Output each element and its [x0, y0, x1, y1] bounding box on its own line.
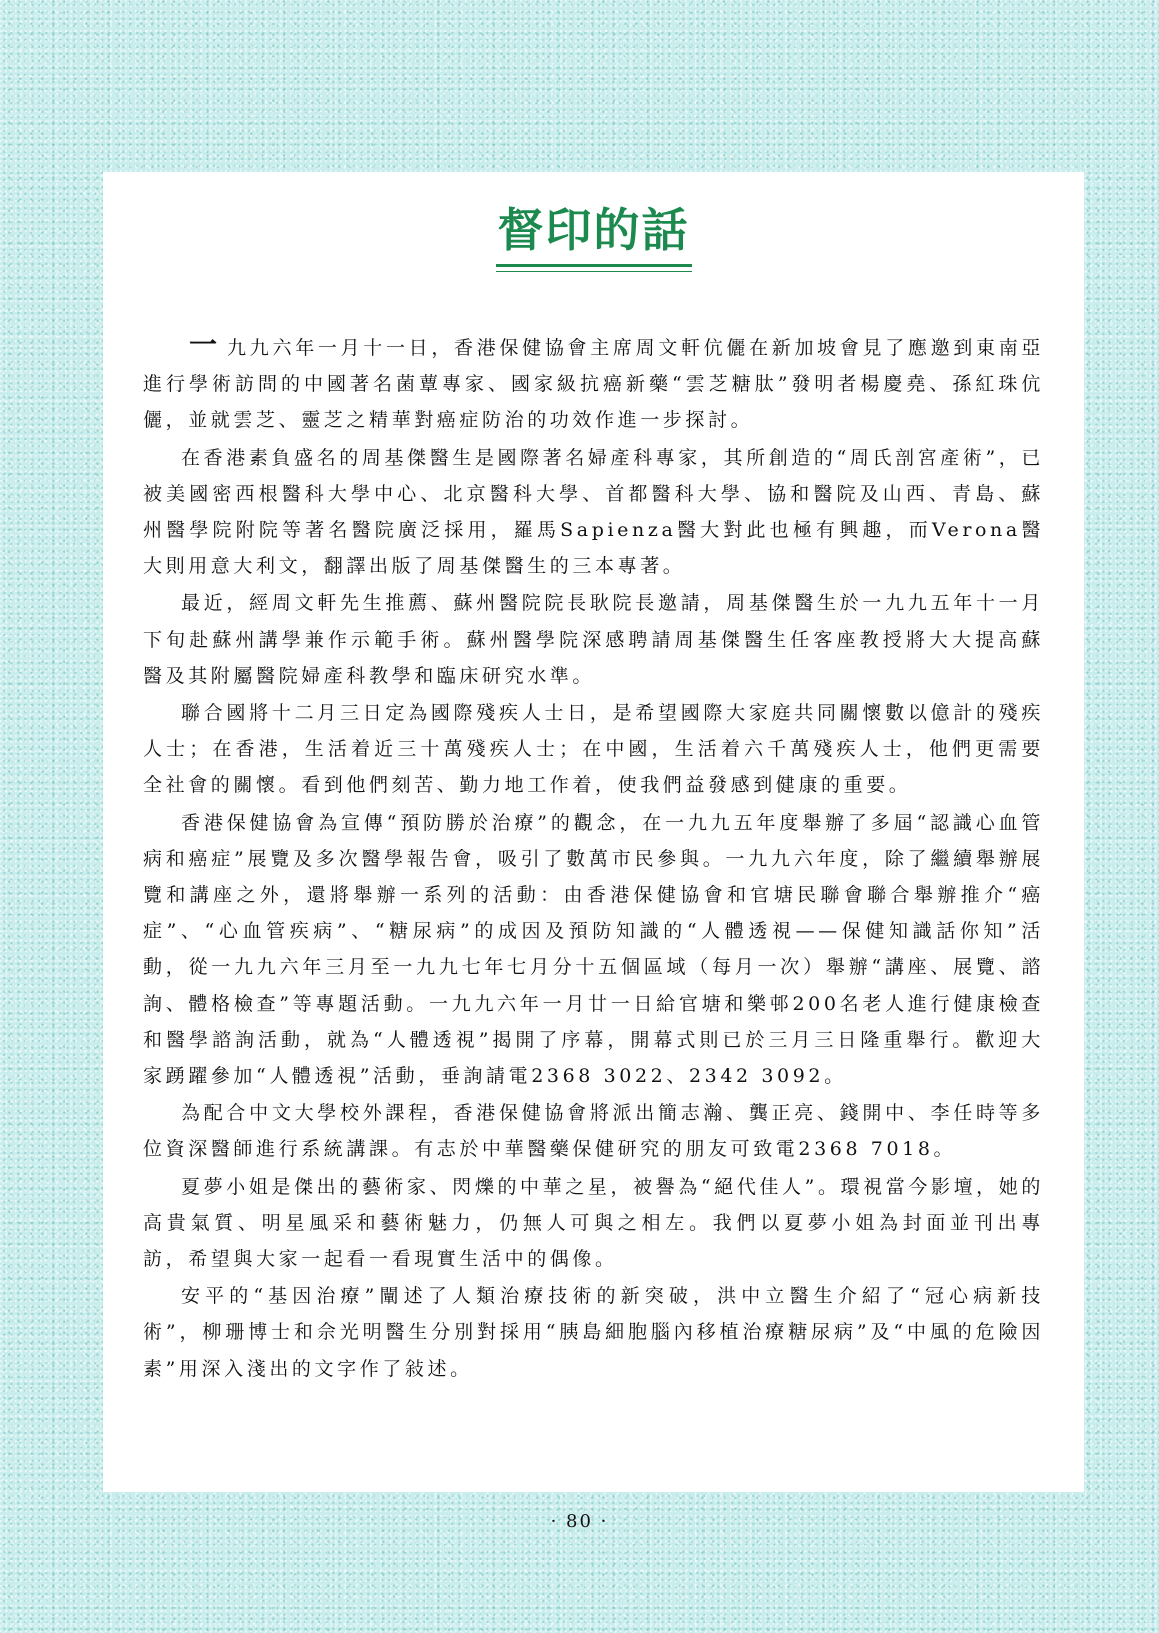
paragraph-6: 為配合中文大學校外課程，香港保健協會將派出簡志瀚、龔正亮、錢開中、李任時等多位資深醫師進行系統講課。有志於中華醫藥保健研究的朋友可致電2368 7018。	[143, 1102, 1044, 1161]
article-body	[143, 327, 1044, 1388]
paragraph-7: 夏夢小姐是傑出的藝術家、閃爍的中華之星，被譽為“絕代佳人”。環視當今影壇，她的高貴氣質、明星風采和藝術魅力，仍無人可與之相左。我們以夏夢小姐為封面並刊出專訪，希望與大家一起看一看現實生活中的偶像。	[143, 1175, 1044, 1271]
paragraph-8: 安平的“基因治療”闡述了人類治療技術的新突破，洪中立醫生介紹了“冠心病新技術”，柳珊博士和佘光明醫生分別對採用“胰島細胞腦內移植治療糖尿病”及“中風的危險因素”用深入淺出的文字作了敍述。	[143, 1285, 1044, 1380]
content-panel	[103, 172, 1084, 1492]
page-title: 督印的話	[496, 202, 692, 267]
paragraph-4: 聯合國將十二月三日定為國際殘疾人士日，是希望國際大家庭共同關懷數以億計的殘疾人士；在香港，生活着近三十萬殘疾人士；在中國，生活着六千萬殘疾人士，他們更需要全社會的關懷。看到他們刻苦、勤力地工作着，使我們益發感到健康的重要。	[143, 702, 1044, 797]
page-number: · 80 ·	[550, 1511, 609, 1532]
paragraph-1	[143, 327, 1044, 439]
paragraph-3: 最近，經周文軒先生推薦、蘇州醫院院長耿院長邀請，周基傑醫生於一九九五年十一月下旬赴蘇州講學兼作示範手術。蘇州醫學院深感聘請周基傑醫生任客座教授將大大提高蘇醫及其附屬醫院婦產科教學和臨床研究水準。	[143, 592, 1044, 687]
paragraph-5: 香港保健協會為宣傳“預防勝於治療”的觀念，在一九九五年度舉辦了多屆“認識心血管病和癌症”展覽及多次醫學報告會，吸引了數萬市民參與。一九九六年度，除了繼續舉辦展覽和講座之外，還將舉辦一系列的活動：由香港保健協會和官塘民聯會聯合舉辦推介“癌症”、“心血管疾病”、“糖尿病”的成因及預防知識的“人體透視——保健知識話你知”活動，從一九九六年三月至一九九七年七月分十五個區域（每月一次）舉辦“講座、展覽、諮詢、體格檢查”等專題活動。一九九六年一月廿一日給官塘和樂邨200名老人進行健康檢查和醫學諮詢活動，就為“人體透視”揭開了序幕，開幕式則已於三月三日隆重舉行。歡迎大家踴躍參加“人體透視”活動，垂詢請電2368 3022、2342 3092。	[143, 811, 1044, 1088]
paragraph-text: 九九六年一月十一日，香港保健協會主席周文軒伉儷在新加坡會見了應邀到東南亞進行學術訪問的中國著名菌蕈專家、國家級抗癌新藥“雲芝糖肽”發明者楊慶堯、孫紅珠伉儷，並就雲芝、靈芝之精華對癌症防治的功效作進一步探討。	[143, 337, 1044, 432]
drop-cap: 一	[189, 328, 228, 361]
paragraph-2: 在香港素負盛名的周基傑醫生是國際著名婦產科專家，其所創造的“周氏剖宮產術”，已被美國密西根醫科大學中心、北京醫科大學、首都醫科大學、協和醫院及山西、青島、蘇州醫學院附院等著名醫院廣泛採用，羅馬Sapienza醫大對此也極有興趣，而Verona醫大則用意大利文，翻譯出版了周基傑醫生的三本專著。	[143, 446, 1044, 578]
title-block	[103, 202, 1084, 267]
